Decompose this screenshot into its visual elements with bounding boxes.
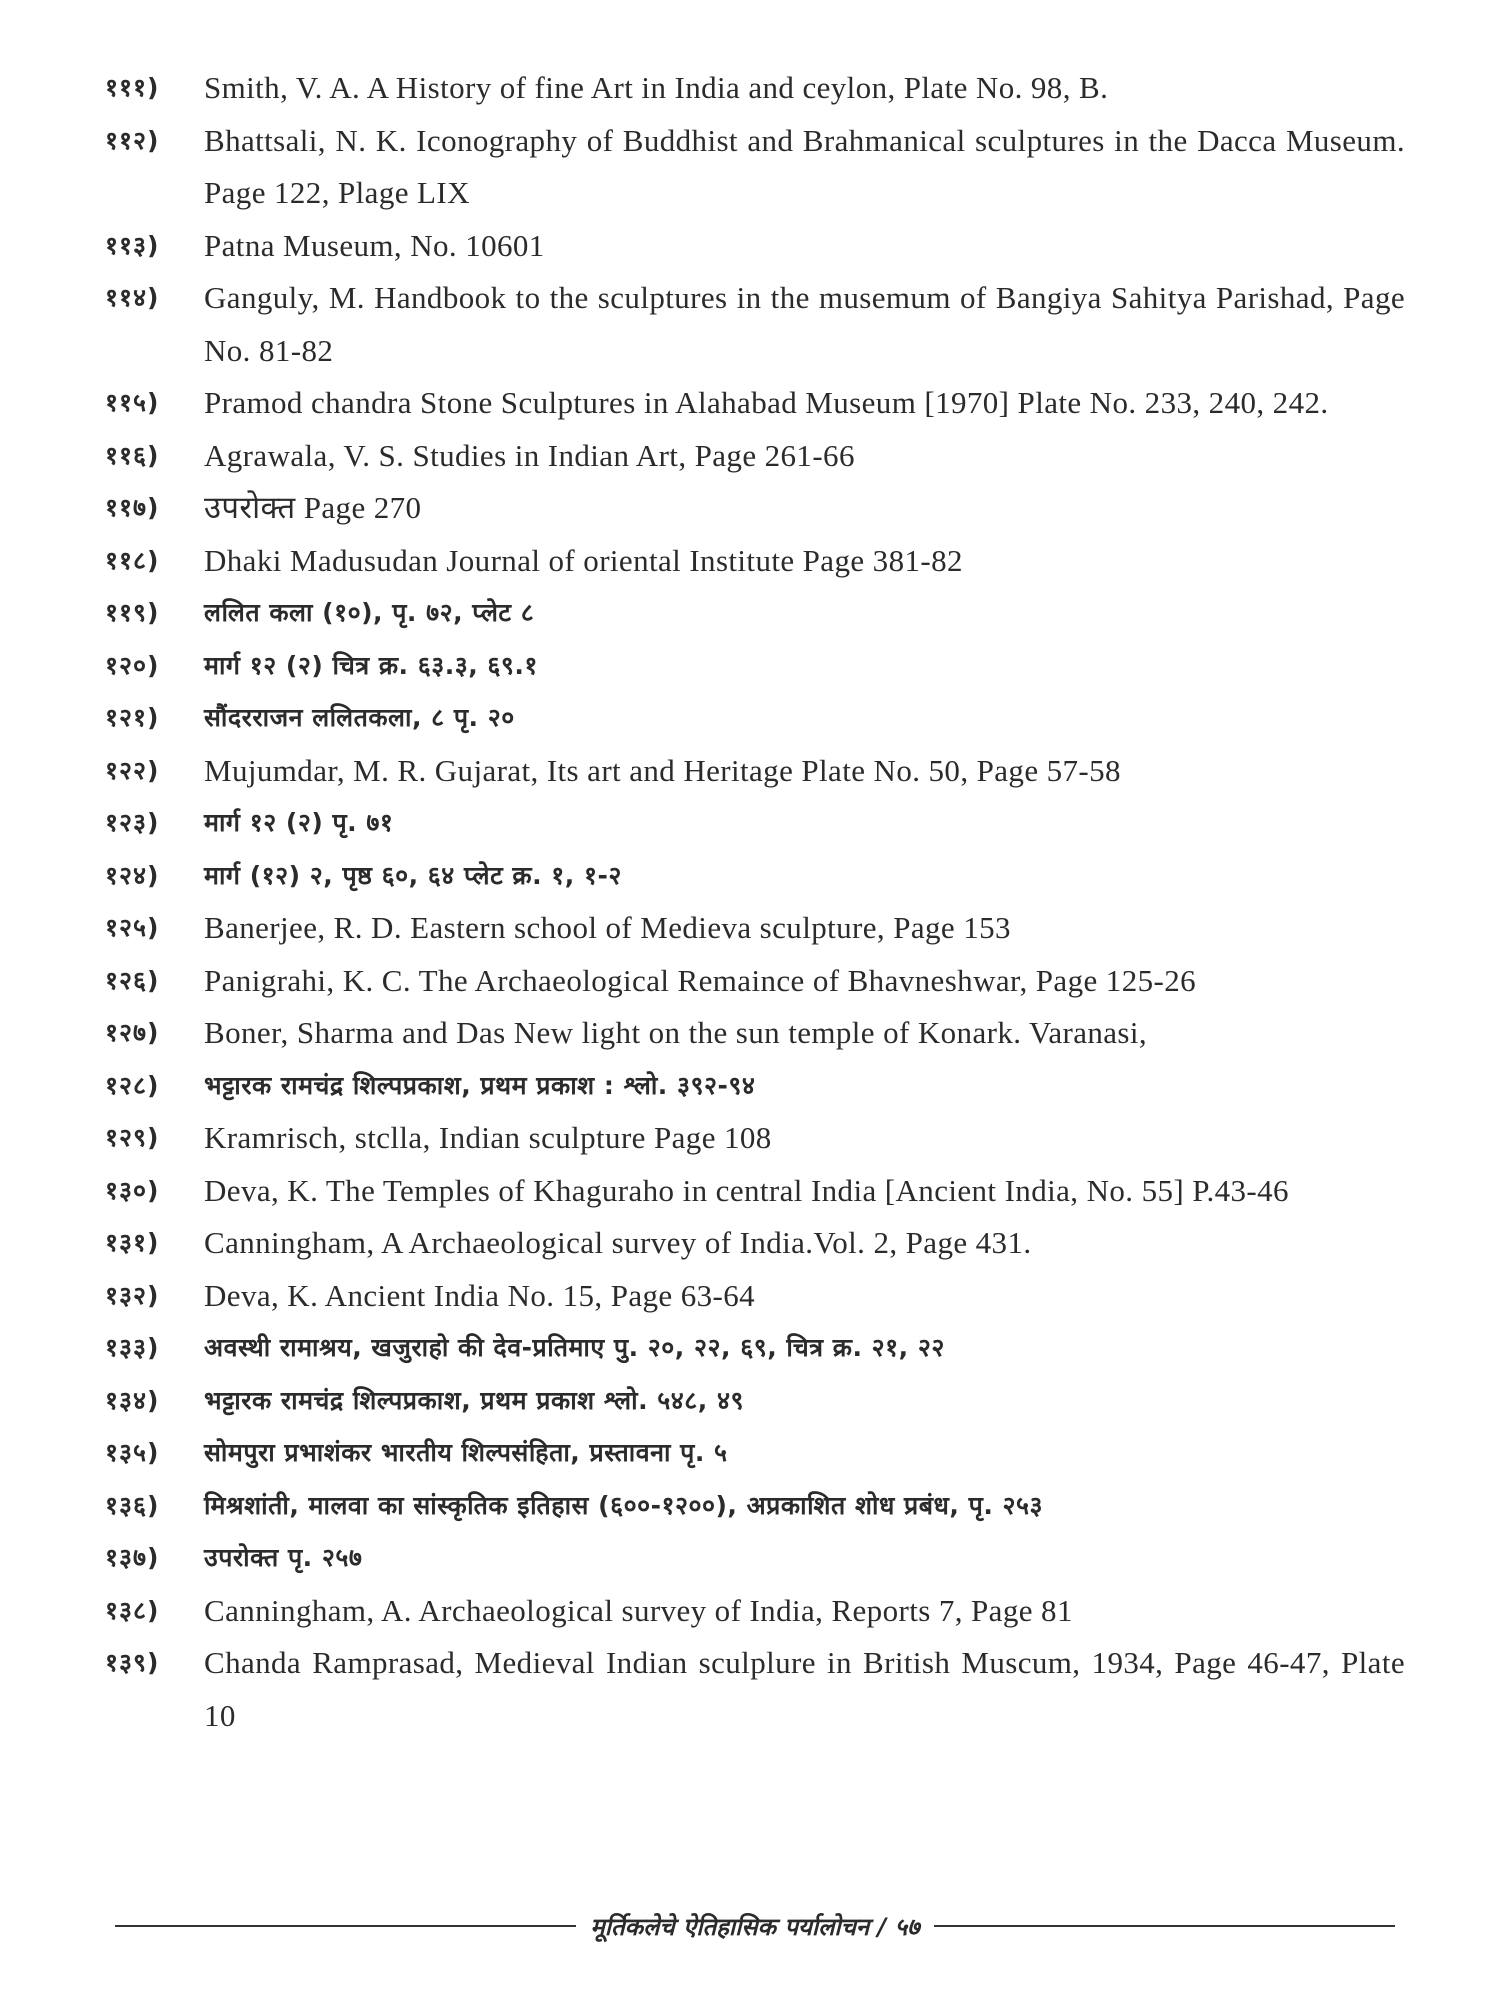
reference-item — [105, 482, 1405, 535]
reference-text: भट्टारक रामचंद्र शिल्पप्रकाश, प्रथम प्रकाश श्लो. ५४८, ४९ — [204, 1385, 744, 1415]
reference-number: ११५) — [105, 388, 160, 417]
reference-number: १११) — [105, 73, 160, 102]
reference-text: ललित कला (१०), पृ. ७२, प्लेट ८ — [204, 598, 535, 627]
reference-number: ११४) — [105, 283, 160, 312]
footer-rule-left — [115, 1925, 576, 1927]
reference-item — [105, 115, 1405, 220]
reference-item — [105, 220, 1405, 273]
reference-item — [105, 62, 1405, 115]
reference-number: १२६) — [105, 965, 160, 995]
reference-item — [105, 1112, 1405, 1165]
reference-number: १२९) — [105, 1123, 160, 1152]
reference-text: मार्ग १२ (२) पृ. ७१ — [204, 808, 394, 837]
reference-text: उपरोक्त पृ. २५७ — [204, 1543, 363, 1572]
reference-text: मिश्रशांती, मालवा का सांस्कृतिक इतिहास (६००-१२००), अप्रकाशित शोध प्रबंध, पृ. २५३ — [204, 1490, 1044, 1520]
reference-number: १३४) — [105, 1385, 160, 1415]
reference-number: १३८) — [105, 1595, 160, 1625]
reference-item — [105, 850, 1405, 903]
reference-item — [105, 1480, 1405, 1533]
reference-number: १३३) — [105, 1333, 160, 1362]
reference-number: १२३) — [105, 808, 160, 837]
reference-number: १२२) — [105, 755, 160, 785]
reference-number: ११९) — [105, 598, 160, 627]
reference-item — [105, 377, 1405, 430]
reference-text: Boner, Sharma and Das New light on the sun temple of Konark. Varanasi, — [204, 1015, 1148, 1050]
reference-item — [105, 797, 1405, 850]
reference-number: १२०) — [105, 650, 160, 680]
reference-text: Ganguly, M. Handbook to the sculptures in the musemum of Bangiya Sahitya Parishad, Page No. 81-82 — [204, 280, 1405, 368]
reference-text: Deva, K. Ancient India No. 15, Page 63-64 — [204, 1277, 756, 1313]
reference-item — [105, 640, 1405, 693]
footer-title: मूर्तिकलेचे ऐतिहासिक पर्यालोचन / ५७ — [590, 1912, 920, 1941]
reference-text: अवस्थी रामाश्रय, खजुराहो की देव-प्रतिमाए पु. २०, २२, ६९, चित्र क्र. २१, २२ — [204, 1333, 945, 1362]
footer-rule-right — [934, 1925, 1395, 1927]
reference-text: मार्ग (१२) २, पृष्ठ ६०, ६४ प्लेट क्र. १, १-२ — [204, 860, 622, 890]
reference-text: Deva, K. The Temples of Khaguraho in central India [Ancient India, No. 55] P.43-46 — [204, 1172, 1289, 1208]
reference-number: १३७) — [105, 1543, 160, 1572]
reference-item — [105, 535, 1405, 588]
reference-number: ११७) — [105, 493, 160, 522]
reference-number: १२१) — [105, 703, 160, 732]
reference-item — [105, 1270, 1405, 1323]
reference-item — [105, 272, 1405, 377]
reference-text: Bhattsali, N. K. Iconography of Buddhist and Brahmanical sculptures in the Dacca Museum. Page 122, Plage LIX — [204, 122, 1405, 210]
reference-item — [105, 902, 1405, 955]
reference-text: सोमपुरा प्रभाशंकर भारतीय शिल्पसंहिता, प्रस्तावना पृ. ५ — [204, 1438, 728, 1467]
reference-number: १३९) — [105, 1648, 160, 1677]
reference-number: १२४) — [105, 860, 160, 890]
reference-text: Chanda Ramprasad, Medieval Indian sculplure in British Muscum, 1934, Page 46-47, Plate 10 — [204, 1645, 1405, 1733]
reference-text: Canningham, A Archaeological survey of India.Vol. 2, Page 431. — [204, 1225, 1032, 1260]
reference-list — [105, 62, 1405, 1742]
reference-number: ११८) — [105, 545, 160, 575]
reference-number: १३५) — [105, 1438, 160, 1467]
reference-text: Pramod chandra Stone Sculptures in Alahabad Museum [1970] Plate No. 233, 240, 242. — [204, 385, 1329, 420]
reference-item — [105, 692, 1405, 745]
reference-item — [105, 1375, 1405, 1428]
reference-number: ११६) — [105, 440, 160, 470]
reference-item — [105, 1165, 1405, 1218]
reference-item — [105, 1060, 1405, 1113]
reference-number: १२८) — [105, 1070, 160, 1100]
reference-number: १३६) — [105, 1490, 160, 1520]
reference-item — [105, 587, 1405, 640]
reference-item — [105, 745, 1405, 798]
reference-number: १३१) — [105, 1228, 160, 1257]
reference-text: Banerjee, R. D. Eastern school of Medieva sculpture, Page 153 — [204, 910, 1011, 945]
reference-text: Canningham, A. Archaeological survey of India, Reports 7, Page 81 — [204, 1592, 1073, 1628]
reference-item — [105, 1585, 1405, 1638]
reference-text: Kramrisch, stclla, Indian sculpture Page 108 — [204, 1120, 772, 1155]
reference-item — [105, 1427, 1405, 1480]
page-footer — [115, 1898, 1395, 1954]
reference-item — [105, 955, 1405, 1008]
reference-number: ११२) — [105, 125, 160, 155]
reference-text: Patna Museum, No. 10601 — [204, 227, 545, 263]
reference-number: १३२) — [105, 1280, 160, 1310]
reference-item — [105, 430, 1405, 483]
reference-item — [105, 1322, 1405, 1375]
reference-text: Dhaki Madusudan Journal of oriental Institute Page 381-82 — [204, 542, 963, 578]
reference-text: मार्ग १२ (२) चित्र क्र. ६३.३, ६९.१ — [204, 650, 538, 680]
reference-text: Agrawala, V. S. Studies in Indian Art, Page 261-66 — [204, 437, 855, 473]
reference-text: Mujumdar, M. R. Gujarat, Its art and Heritage Plate No. 50, Page 57-58 — [204, 752, 1121, 788]
reference-text: सौंदरराजन ललितकला, ८ पृ. २० — [204, 703, 515, 732]
reference-text: Panigrahi, K. C. The Archaeological Remaince of Bhavneshwar, Page 125-26 — [204, 962, 1197, 998]
reference-item — [105, 1007, 1405, 1060]
reference-item — [105, 1637, 1405, 1742]
reference-item — [105, 1217, 1405, 1270]
reference-number: १३०) — [105, 1175, 160, 1205]
reference-number: १२७) — [105, 1018, 160, 1047]
reference-text: Smith, V. A. A History of fine Art in India and ceylon, Plate No. 98, B. — [204, 70, 1109, 105]
reference-number: ११३) — [105, 230, 160, 260]
reference-number: १२५) — [105, 913, 160, 942]
reference-text: भट्टारक रामचंद्र शिल्पप्रकाश, प्रथम प्रकाश : श्लो. ३९२-९४ — [204, 1070, 756, 1100]
reference-text: उपरोक्त Page 270 — [204, 490, 422, 525]
reference-item — [105, 1532, 1405, 1585]
